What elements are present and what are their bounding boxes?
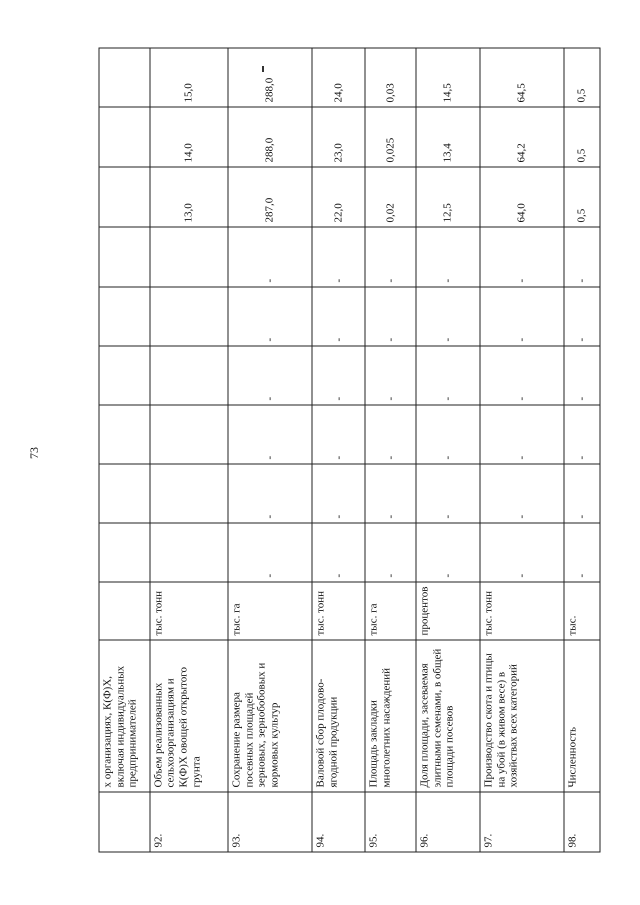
value-cell: 0,025 bbox=[365, 107, 416, 167]
value-cell: 13,4 bbox=[416, 107, 480, 167]
row-number-cell: 92. bbox=[149, 792, 227, 852]
header-name-cell: х организациях, К(Ф)Х, включая индивидуальных предпринимателей bbox=[99, 640, 150, 792]
value-cell: 13,0 bbox=[149, 167, 227, 227]
dash-cell: - bbox=[312, 405, 365, 464]
rotated-table-frame bbox=[98, 77, 600, 852]
unit-cell: процентов bbox=[416, 582, 480, 640]
dash-cell: - bbox=[416, 405, 480, 464]
dash-cell: - bbox=[365, 287, 416, 346]
value-cell: 64,5 bbox=[480, 48, 564, 107]
dash-cell: - bbox=[564, 464, 600, 523]
dash-cell: - bbox=[416, 523, 480, 582]
table-row bbox=[149, 48, 227, 852]
dash-cell: - bbox=[564, 287, 600, 346]
dash-cell: - bbox=[228, 464, 312, 523]
dash-cell bbox=[149, 464, 227, 523]
dash-cell: - bbox=[312, 287, 365, 346]
dash-cell: - bbox=[416, 227, 480, 287]
dash-cell: - bbox=[312, 523, 365, 582]
header-empty-cell bbox=[99, 167, 150, 227]
page-number: 73 bbox=[26, 447, 41, 459]
header-empty-cell bbox=[99, 464, 150, 523]
row-number-cell: 93. bbox=[228, 792, 312, 852]
dash-cell: - bbox=[480, 287, 564, 346]
dash-cell: - bbox=[480, 405, 564, 464]
value-cell: 22,0 bbox=[312, 167, 365, 227]
value-cell: 288,0 bbox=[228, 107, 312, 167]
indicator-name-cell: Численность bbox=[564, 640, 600, 792]
value-cell: 14,5 bbox=[416, 48, 480, 107]
indicators-table bbox=[98, 47, 600, 852]
dash-cell: - bbox=[416, 287, 480, 346]
dash-cell bbox=[149, 287, 227, 346]
dash-cell: - bbox=[312, 227, 365, 287]
table-row bbox=[365, 48, 416, 852]
header-empty-cell bbox=[99, 227, 150, 287]
dash-cell bbox=[149, 346, 227, 405]
header-empty-cell bbox=[99, 287, 150, 346]
indicator-name-cell: Доля площади, засеваемая элитными семенами, в общей площади посевов bbox=[416, 640, 480, 792]
table-row bbox=[416, 48, 480, 852]
value-cell: 0,03 bbox=[365, 48, 416, 107]
value-cell: 0,02 bbox=[365, 167, 416, 227]
table-container bbox=[98, 77, 600, 852]
header-empty-cell bbox=[99, 48, 150, 107]
dash-cell: - bbox=[228, 227, 312, 287]
header-empty-cell bbox=[99, 405, 150, 464]
row-number-cell: 98. bbox=[564, 792, 600, 852]
unit-cell: тыс. тонн bbox=[480, 582, 564, 640]
dash-cell bbox=[149, 227, 227, 287]
dash-cell: - bbox=[416, 346, 480, 405]
dash-cell: - bbox=[312, 346, 365, 405]
header-empty-cell bbox=[99, 523, 150, 582]
dash-cell: - bbox=[480, 227, 564, 287]
value-cell: 14,0 bbox=[149, 107, 227, 167]
value-cell: 24,0 bbox=[312, 48, 365, 107]
unit-cell: тыс. га bbox=[228, 582, 312, 640]
dash-cell: - bbox=[228, 346, 312, 405]
indicator-name-cell: Производство скота и птицы на убой (в живом весе) в хозяйствах всех категорий bbox=[480, 640, 564, 792]
dash-cell: - bbox=[416, 464, 480, 523]
dash-cell: - bbox=[480, 464, 564, 523]
row-number-cell: 97. bbox=[480, 792, 564, 852]
header-empty-cell bbox=[99, 582, 150, 640]
indicator-name-cell: Сохранение размера посевных площадей зерновых, зернобобовых и кормовых культур bbox=[228, 640, 312, 792]
table-row bbox=[564, 48, 600, 852]
row-number-cell: 95. bbox=[365, 792, 416, 852]
table-row bbox=[312, 48, 365, 852]
dash-cell bbox=[149, 523, 227, 582]
value-cell: 12,5 bbox=[416, 167, 480, 227]
value-cell: 288,0 bbox=[228, 48, 312, 107]
dash-cell: - bbox=[365, 346, 416, 405]
dash-cell bbox=[149, 405, 227, 464]
row-number-cell: 94. bbox=[312, 792, 365, 852]
value-cell: 23,0 bbox=[312, 107, 365, 167]
header-row bbox=[99, 48, 150, 852]
dash-cell: - bbox=[365, 523, 416, 582]
dash-cell: - bbox=[564, 523, 600, 582]
value-cell: 15,0 bbox=[149, 48, 227, 107]
value-cell: 0,5 bbox=[564, 48, 600, 107]
dash-cell: - bbox=[564, 227, 600, 287]
dash-cell: - bbox=[365, 464, 416, 523]
indicator-name-cell: Объем реализованных сельхозорганизациям и К(Ф)Х овощей открытого грунта bbox=[149, 640, 227, 792]
unit-cell: тыс. bbox=[564, 582, 600, 640]
unit-cell: тыс. тонн bbox=[149, 582, 227, 640]
dash-cell: - bbox=[480, 523, 564, 582]
header-empty-cell bbox=[99, 107, 150, 167]
indicator-name-cell: Площадь закладки многолетних насаждений bbox=[365, 640, 416, 792]
value-cell: 0,5 bbox=[564, 167, 600, 227]
table-row bbox=[228, 48, 312, 852]
dash-cell: - bbox=[228, 287, 312, 346]
value-cell: 64,0 bbox=[480, 167, 564, 227]
dash-cell: - bbox=[365, 227, 416, 287]
value-cell: 287,0 bbox=[228, 167, 312, 227]
dash-cell: - bbox=[312, 464, 365, 523]
header-empty-cell bbox=[99, 346, 150, 405]
dash-cell: - bbox=[228, 523, 312, 582]
dash-cell: - bbox=[564, 346, 600, 405]
unit-cell: тыс. тонн bbox=[312, 582, 365, 640]
dash-cell: - bbox=[365, 405, 416, 464]
dash-cell: - bbox=[228, 405, 312, 464]
row-number-cell: 96. bbox=[416, 792, 480, 852]
value-cell: 64,2 bbox=[480, 107, 564, 167]
dash-cell: - bbox=[564, 405, 600, 464]
header-num-cell bbox=[99, 792, 150, 852]
table-row bbox=[480, 48, 564, 852]
unit-cell: тыс. га bbox=[365, 582, 416, 640]
value-cell: 0,5 bbox=[564, 107, 600, 167]
indicator-name-cell: Валовой сбор плодово-ягодной продукции bbox=[312, 640, 365, 792]
dash-cell: - bbox=[480, 346, 564, 405]
